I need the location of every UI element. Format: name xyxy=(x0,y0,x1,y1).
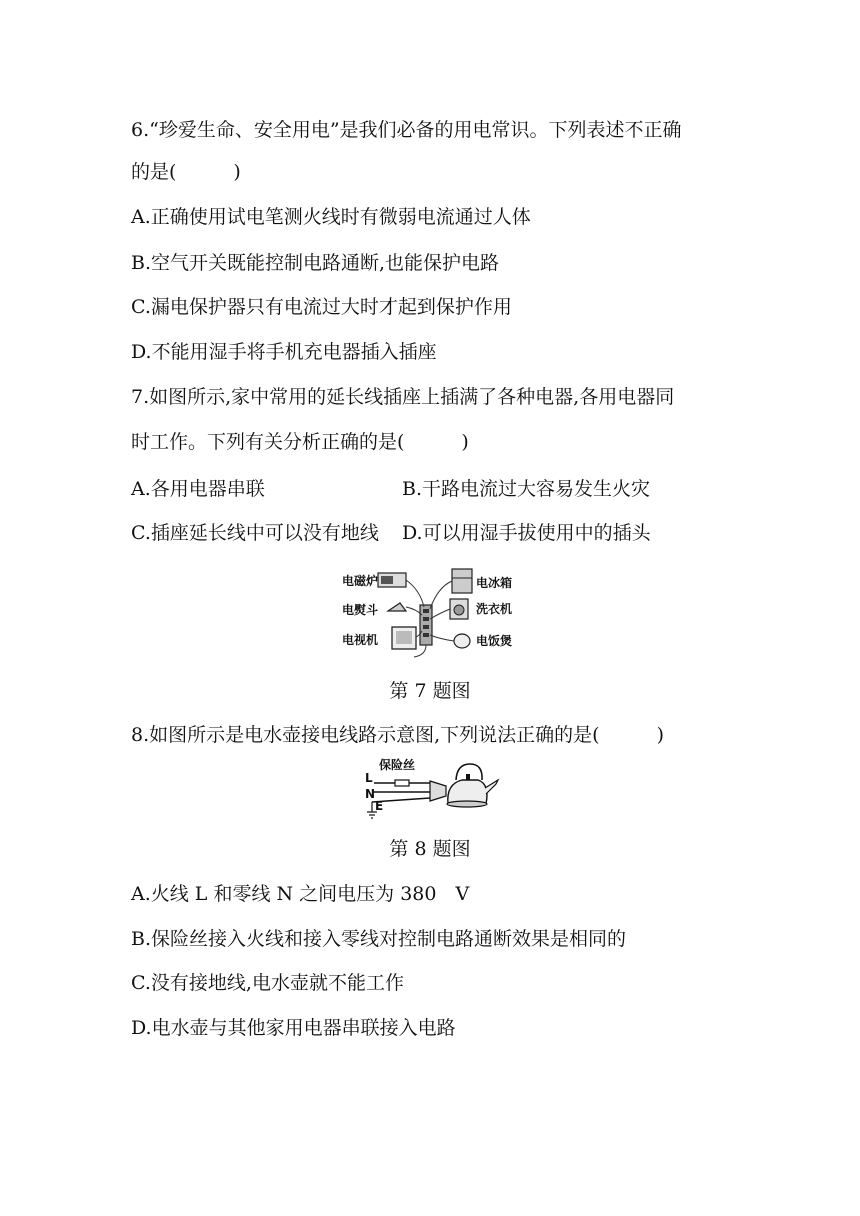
q6-stem-line2: 的是( ) xyxy=(131,161,241,183)
fridge-icon xyxy=(452,569,472,593)
q8-figure-kettle-wiring xyxy=(362,756,502,824)
q7-option-b: B.干路电流过大容易发生火灾 xyxy=(402,478,651,500)
label-iron: 电熨斗 xyxy=(342,603,379,617)
q7-figure-appliances xyxy=(340,565,520,660)
label-fridge: 电冰箱 xyxy=(476,576,513,590)
label-neutral-N: N xyxy=(365,787,376,801)
q7-option-d: D.可以用湿手拔使用中的插头 xyxy=(402,522,651,544)
kettle-icon xyxy=(447,764,498,807)
q6-stem-line1: 6.“珍爱生命、安全用电”是我们必备的用电常识。下列表述不正确 xyxy=(131,119,682,141)
rice-cooker-icon xyxy=(454,634,470,648)
q8-figure-caption: 第 8 题图 xyxy=(389,838,471,860)
q7-figure-caption: 第 7 题图 xyxy=(389,680,471,702)
q6-option-b: B.空气开关既能控制电路通断,也能保护电路 xyxy=(131,252,500,274)
label-tv: 电视机 xyxy=(342,633,379,647)
q6-option-d: D.不能用湿手将手机充电器插入插座 xyxy=(131,341,437,363)
q8-option-a: A.火线 L 和零线 N 之间电压为 380 V xyxy=(131,883,470,905)
q8-option-d: D.电水壶与其他家用电器串联接入电路 xyxy=(131,1017,456,1039)
fuse-icon xyxy=(395,780,409,786)
iron-icon xyxy=(388,603,406,611)
label-rice-cooker: 电饭煲 xyxy=(476,634,513,648)
q6-option-c: C.漏电保护器只有电流过大时才起到保护作用 xyxy=(131,296,512,318)
q7-stem-line1: 7.如图所示,家中常用的延长线插座上插满了各种电器,各用电器同 xyxy=(131,386,675,408)
label-induction-cooker: 电磁炉 xyxy=(342,574,379,588)
q8-option-c: C.没有接地线,电水壶就不能工作 xyxy=(131,972,404,994)
label-fuse: 保险丝 xyxy=(379,758,416,772)
label-live-L: L xyxy=(365,771,373,785)
label-earth-E: E xyxy=(375,799,384,813)
q8-stem: 8.如图所示是电水壶接电线路示意图,下列说法正确的是( ) xyxy=(131,724,664,746)
q7-option-a: A.各用电器串联 xyxy=(131,478,265,500)
label-washer: 洗衣机 xyxy=(476,602,513,616)
q7-stem-line2: 时工作。下列有关分析正确的是( ) xyxy=(131,431,469,453)
q8-option-b: B.保险丝接入火线和接入零线对控制电路通断效果是相同的 xyxy=(131,928,627,950)
q6-option-a: A.正确使用试电笔测火线时有微弱电流通过人体 xyxy=(131,206,531,228)
q7-option-c: C.插座延长线中可以没有地线 xyxy=(131,522,379,544)
